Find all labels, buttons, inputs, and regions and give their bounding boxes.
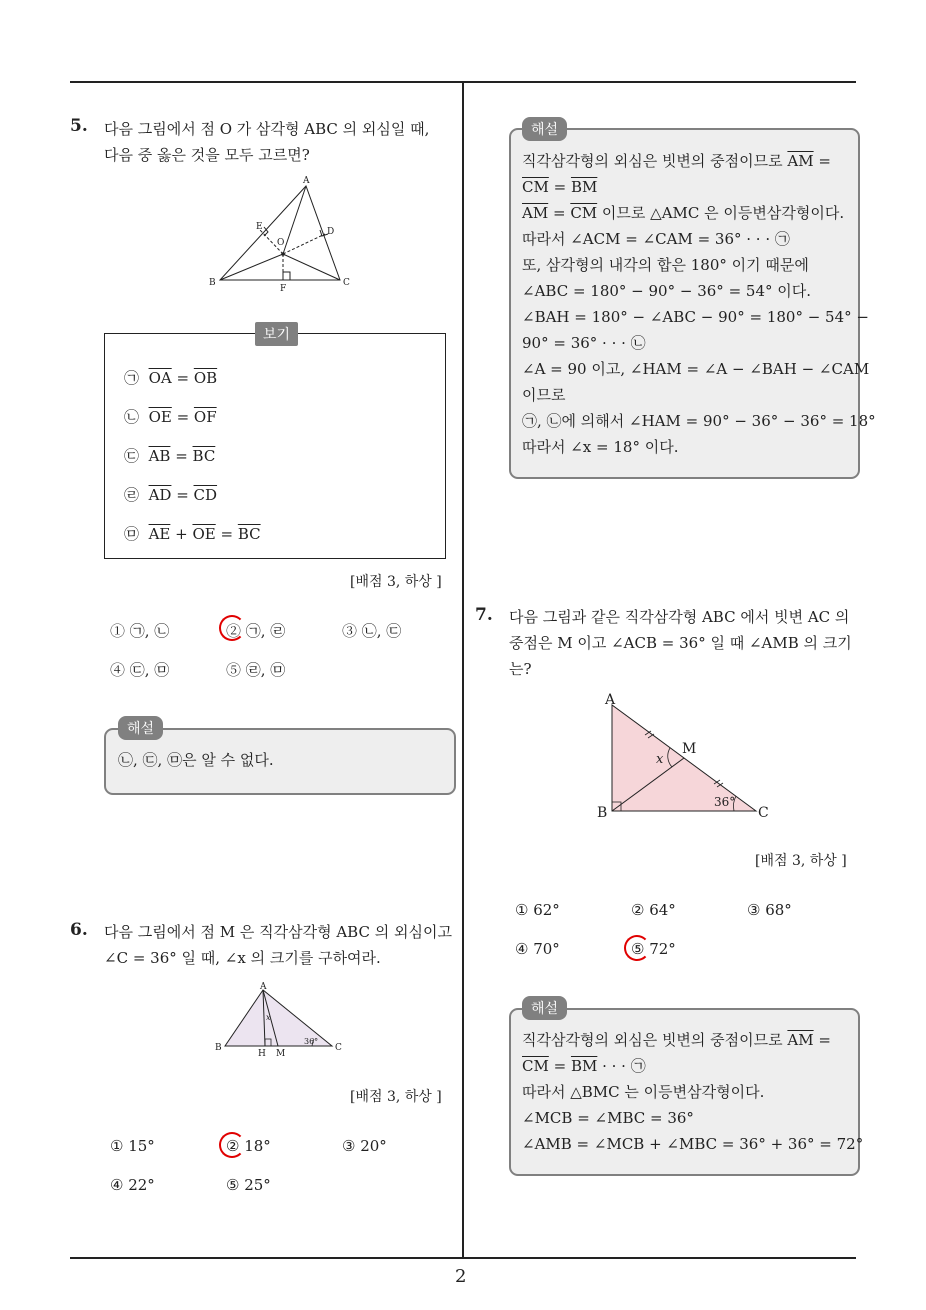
q6-exp-line-2: $\overline{CM} = \overline{BM}$: [522, 178, 598, 196]
fig6-label-c: C: [335, 1043, 342, 1053]
q5-choice-2[interactable]: ② ㉠, ㉣: [226, 622, 286, 640]
q7-choice-3[interactable]: ③ 68°: [747, 901, 792, 919]
fig6-label-m: M: [276, 1049, 286, 1059]
q7-choice-1[interactable]: ① 62°: [515, 901, 560, 919]
q5-choice-4[interactable]: ④ ㉢, ㉤: [110, 661, 170, 679]
question-6-text-line1: 다음 그림에서 점 M 은 직각삼각형 ABC 의 외심이고: [104, 923, 452, 941]
bogi-item-5: ㉤ $\overline{AE} + \overline{OE} = \overline{BC}$: [124, 525, 261, 543]
q7-exp-line-1: 직각삼각형의 외심은 빗변의 중점이므로 $\overline{AM}$ =: [522, 1031, 831, 1049]
bogi-label: 보기: [255, 322, 298, 346]
question-5-number: 5.: [70, 116, 88, 136]
q7-exp-line-5: ∠AMB = ∠MCB + ∠MBC = 36° + 36° = 72°: [522, 1135, 864, 1153]
q6-choice-4[interactable]: ④ 22°: [110, 1176, 155, 1194]
q6-exp-line-5: 또, 삼각형의 내각의 합은 180° 이기 때문에: [522, 256, 809, 274]
fig5-label-d: D: [327, 227, 335, 237]
question-6-figure: [210, 982, 350, 1062]
q5-explanation-label: 해설: [118, 716, 163, 740]
bottom-rule: [70, 1257, 856, 1259]
q6-exp-line-8: 90° = 36° · · · ㉡: [522, 334, 646, 352]
bogi-item-3: ㉢ $\overline{AB} = \overline{BC}$: [124, 447, 216, 465]
q5-answer-mark: [219, 615, 245, 641]
question-6-number: 6.: [70, 920, 88, 940]
q5-choice-1[interactable]: ① ㉠, ㉡: [110, 622, 170, 640]
question-7-text-line3: 는?: [509, 660, 532, 678]
q6-choice-2[interactable]: ② 18°: [226, 1137, 271, 1155]
fig7-label-a: A: [605, 692, 616, 708]
question-5-score: [배점 3, 하상 ]: [350, 574, 442, 590]
fig5-label-f: F: [280, 284, 287, 294]
question-7-text-line2: 중점은 M 이고 ∠ACB = 36° 일 때 ∠AMB 의 크기: [509, 634, 852, 652]
q6-exp-line-11: ㉠, ㉡에 의해서 ∠HAM = 90° − 36° − 36° = 18°: [522, 412, 876, 430]
fig5-label-e: E: [256, 222, 263, 232]
fig5-label-c: C: [343, 278, 350, 288]
fig6-label-angle: 36°: [304, 1037, 319, 1046]
question-7-figure: [590, 688, 780, 824]
q6-answer-mark: [219, 1132, 245, 1158]
q7-exp-line-2: $\overline{CM} = \overline{BM}$ · · · ㉠: [522, 1057, 646, 1075]
q6-exp-line-3: $\overline{AM} = \overline{CM}$ 이므로 △AMC 은 이등변삼각형이다.: [522, 204, 845, 222]
q6-choice-3[interactable]: ③ 20°: [342, 1137, 387, 1155]
q6-exp-line-1: 직각삼각형의 외심은 빗변의 중점이므로 $\overline{AM}$ =: [522, 152, 831, 170]
q7-answer-mark: [624, 935, 650, 961]
q5-choice-3[interactable]: ③ ㉡, ㉢: [342, 622, 402, 640]
q7-choice-4[interactable]: ④ 70°: [515, 940, 560, 958]
fig7-label-c: C: [758, 805, 769, 821]
question-5-text-line2: 다음 중 옳은 것을 모두 고르면?: [104, 146, 310, 164]
fig7-label-b: B: [597, 805, 608, 821]
fig5-label-a: A: [303, 176, 310, 186]
fig7-label-x: x: [656, 752, 664, 767]
q7-explanation-label: 해설: [522, 996, 567, 1020]
question-5-text-line1: 다음 그림에서 점 O 가 삼각형 ABC 의 외심일 때,: [104, 120, 430, 138]
q6-exp-line-9: ∠A = 90 이고, ∠HAM = ∠A − ∠BAH − ∠CAM: [522, 360, 870, 378]
fig6-label-x: x: [266, 1013, 271, 1022]
fig7-label-m: M: [682, 741, 697, 757]
q6-explanation-label: 해설: [522, 117, 567, 141]
bogi-item-1: ㉠ $\overline{OA} = \overline{OB}$: [124, 369, 218, 387]
q6-choice-5[interactable]: ⑤ 25°: [226, 1176, 271, 1194]
q6-exp-line-10: 이므로: [522, 386, 566, 404]
question-6-score: [배점 3, 하상 ]: [350, 1089, 442, 1105]
bogi-item-4: ㉣ $\overline{AD} = \overline{CD}$: [124, 486, 218, 504]
question-7-number: 7.: [475, 605, 493, 625]
q6-exp-line-6: ∠ABC = 180° − 90° − 36° = 54° 이다.: [522, 282, 812, 300]
fig6-label-h: H: [258, 1049, 266, 1059]
fig6-label-b: B: [215, 1043, 222, 1053]
page-number: 2: [455, 1266, 467, 1287]
question-5-figure: [200, 172, 370, 297]
fig5-label-o: O: [277, 238, 285, 248]
q6-exp-line-7: ∠BAH = 180° − ∠ABC − 90° = 180° − 54° −: [522, 308, 869, 326]
question-6-text-line2: ∠C = 36° 일 때, ∠x 의 크기를 구하여라.: [104, 949, 381, 967]
q6-choice-1[interactable]: ① 15°: [110, 1137, 155, 1155]
q6-exp-line-4: 따라서 ∠ACM = ∠CAM = 36° · · · ㉠: [522, 230, 790, 248]
q5-choice-5[interactable]: ⑤ ㉣, ㉤: [226, 661, 286, 679]
column-divider: [462, 81, 464, 1259]
q7-choice-2[interactable]: ② 64°: [631, 901, 676, 919]
q7-exp-line-3: 따라서 △BMC 는 이등변삼각형이다.: [522, 1083, 765, 1101]
fig5-label-b: B: [209, 278, 216, 288]
fig7-label-angle: 36°: [714, 795, 736, 809]
bogi-item-2: ㉡ $\overline{OE} = \overline{OF}$: [124, 408, 217, 426]
q6-exp-line-12: 따라서 ∠x = 18° 이다.: [522, 438, 679, 456]
q7-choice-5[interactable]: ⑤ 72°: [631, 940, 676, 958]
question-7-score: [배점 3, 하상 ]: [755, 853, 847, 869]
q5-explanation-text: ㉡, ㉢, ㉤은 알 수 없다.: [118, 751, 274, 769]
question-7-text-line1: 다음 그림과 같은 직각삼각형 ABC 에서 빗변 AC 의: [509, 608, 850, 626]
fig6-label-a: A: [260, 982, 267, 992]
q7-exp-line-4: ∠MCB = ∠MBC = 36°: [522, 1109, 694, 1127]
